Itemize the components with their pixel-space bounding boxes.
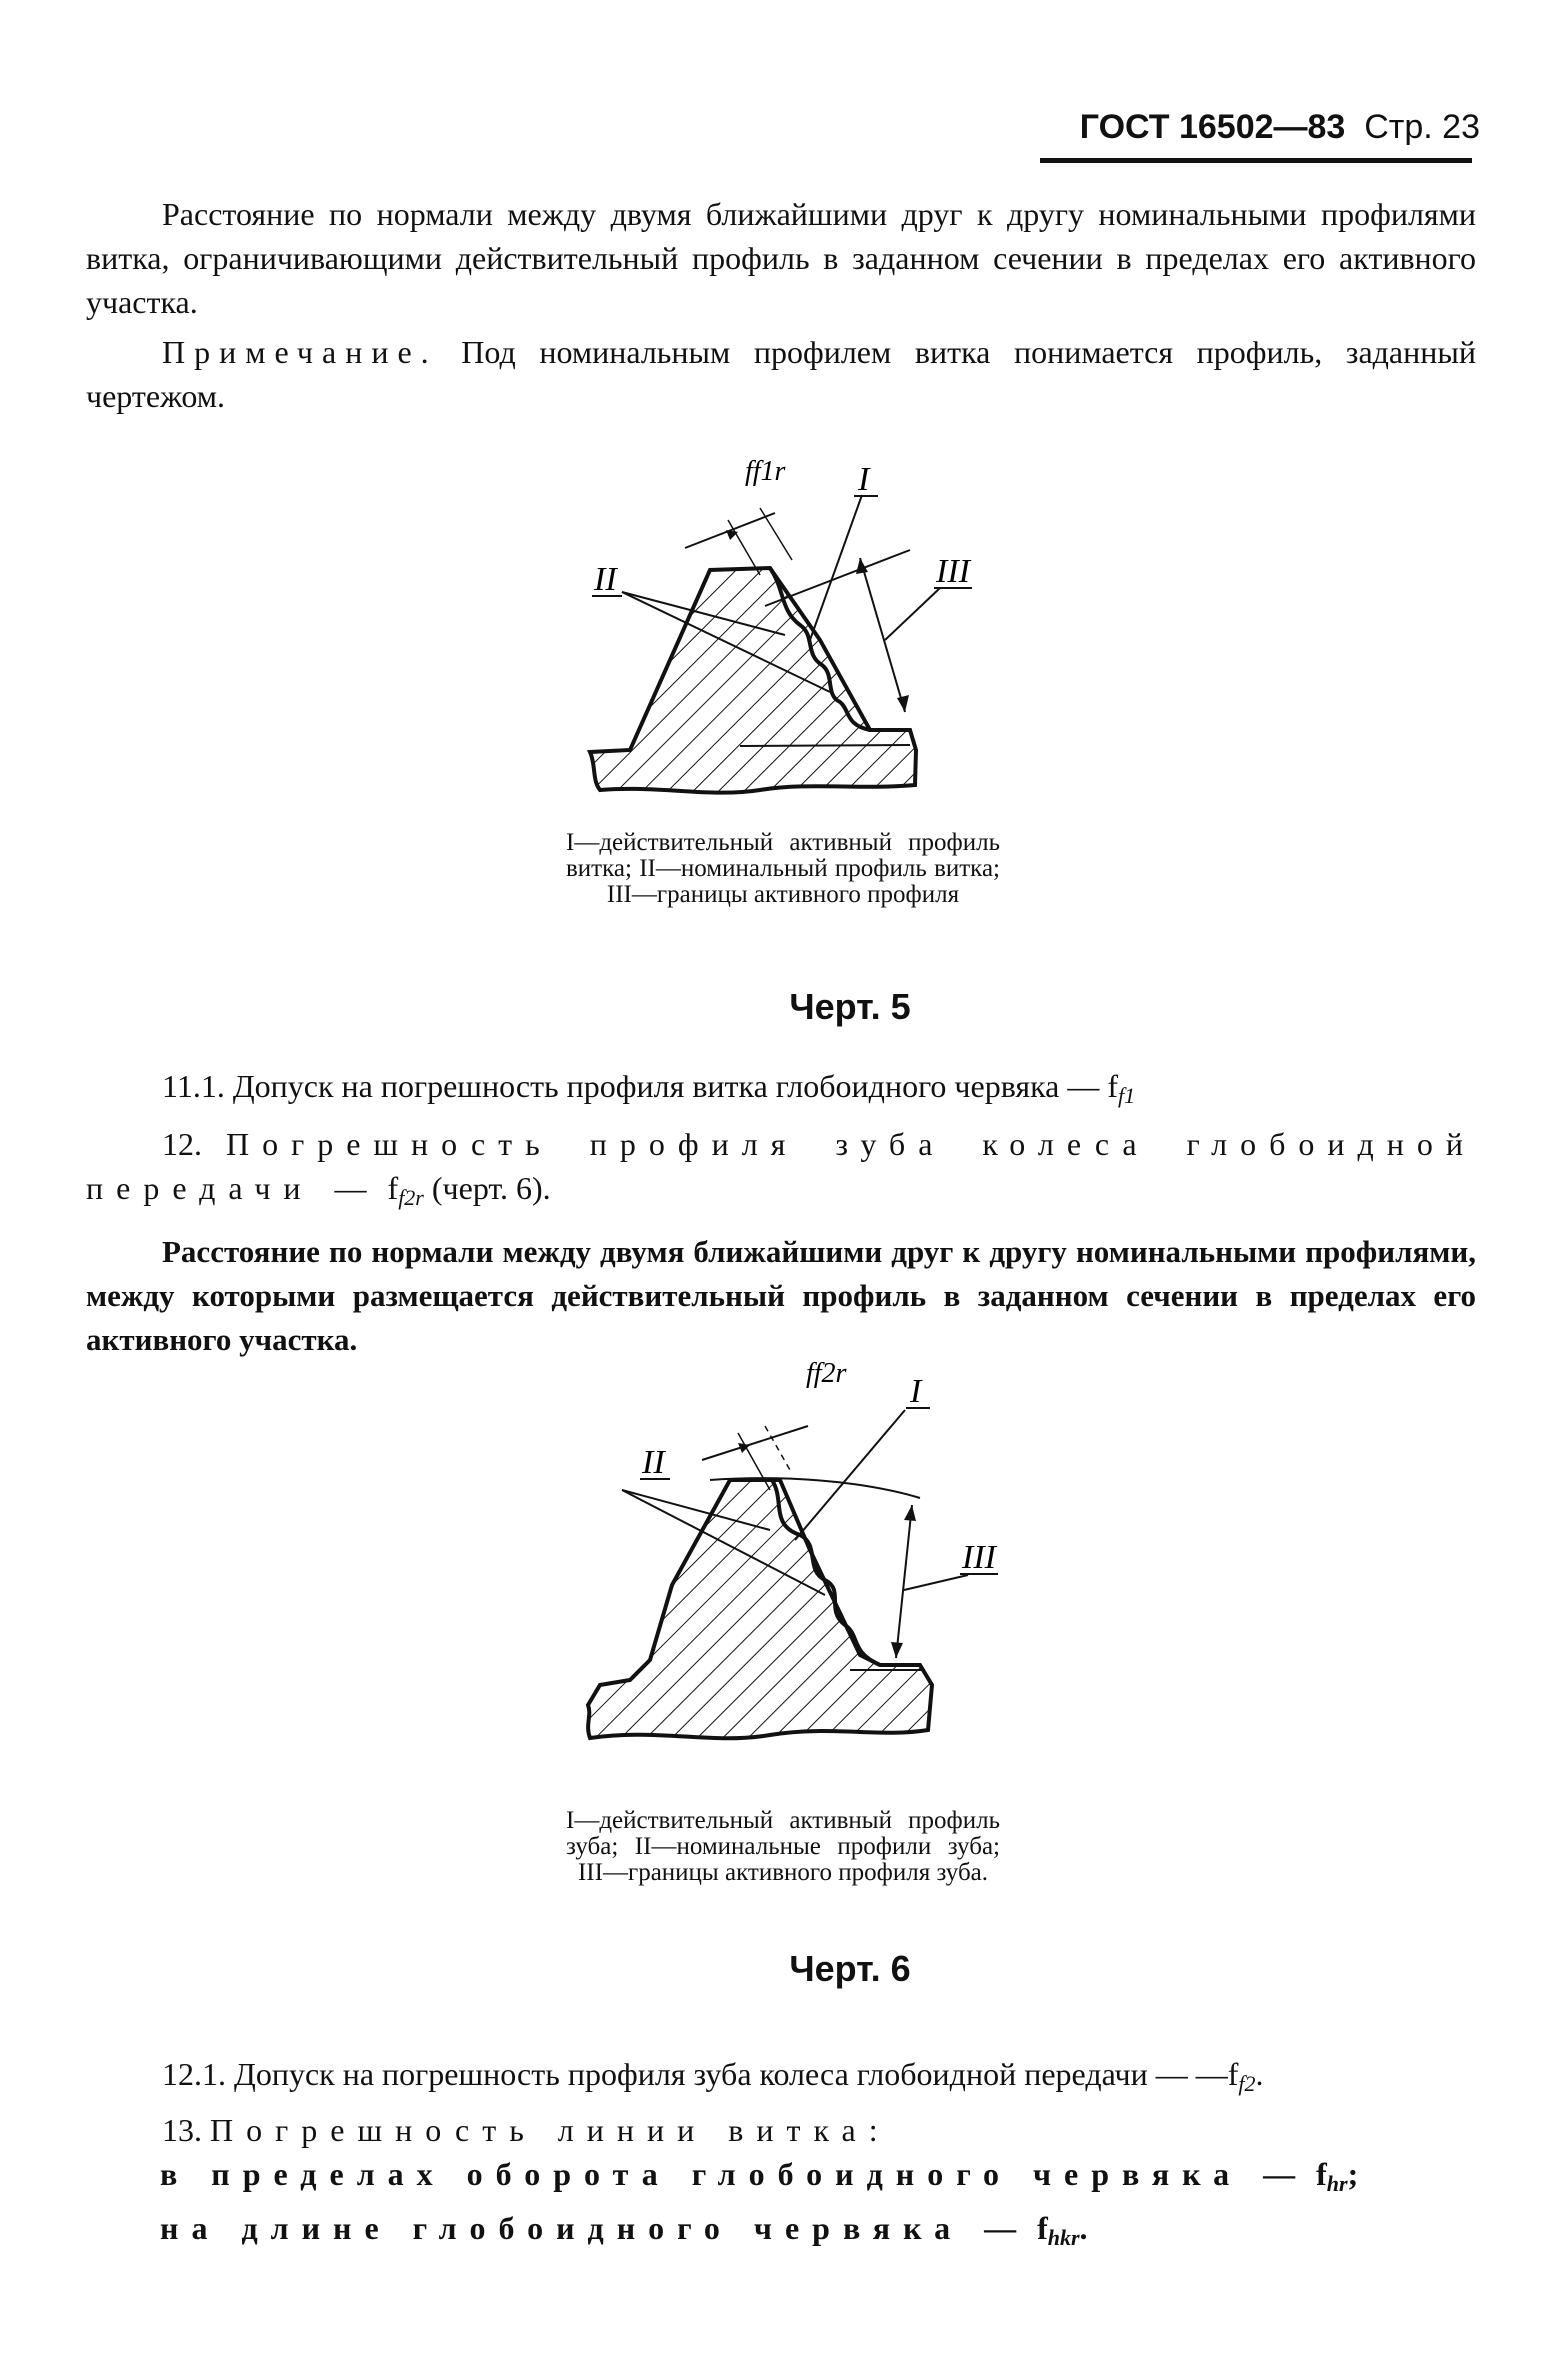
boundary-line-2 <box>740 745 910 746</box>
figure-6-title: Черт. 6 <box>789 1948 911 1989</box>
section-13-line-2-symbol: f <box>1037 2210 1048 2246</box>
symbol-ff2r: ff2r <box>806 1358 847 1389</box>
section-12-title: Погрешность профиля зуба колеса глобоидной передачи — <box>86 1126 1476 1206</box>
section-13-title: Погрешность линии витка: <box>210 2112 891 2148</box>
leader-i <box>810 495 862 640</box>
section-13-line-1-end: ; <box>1347 2156 1359 2192</box>
section-11-1 <box>86 1064 1476 1118</box>
figure-6-drawing <box>560 1340 1030 1760</box>
section-12-symbol: f <box>387 1170 399 1206</box>
label-ii: II <box>594 561 617 598</box>
section-11-1-number: 11.1. <box>162 1068 225 1104</box>
figure-6-caption: I—действительный активный профиль зуба; II—номинальные профили зуба; III—границы активного профиля зуба. <box>566 1807 1000 1886</box>
standard-number: ГОСТ 16502—83 <box>1079 108 1346 146</box>
leader-iii <box>885 588 940 640</box>
extension-line-2 <box>760 508 792 560</box>
label-ii-6: II <box>642 1444 665 1481</box>
section-13-line-2-text: на длине глобоидного червяка — <box>160 2210 1030 2246</box>
section-12-number: 12. <box>162 1126 202 1162</box>
figure-6-caption-block <box>566 1808 1000 1886</box>
sections-12-1-and-13 <box>86 2052 1476 2260</box>
figure-5-drawing <box>560 440 1030 810</box>
section-12-definition: Расстояние по нормали между двумя ближайшими друг к другу номинальными профилями, между которыми размещается действительный профиль в заданном сечении в пределах его активного участка. <box>86 1234 1476 1357</box>
label-i-6: I <box>910 1373 922 1410</box>
dimension-line-ff2r <box>702 1426 808 1460</box>
section-13-line-2-end: . <box>1079 2210 1088 2246</box>
section-13-line-1-symbol: f <box>1316 2156 1327 2192</box>
dimension-arrow-iii-6 <box>896 1505 912 1658</box>
section-12-1-symbol-sub: f2 <box>1238 2071 1256 2096</box>
section-11-note <box>86 330 1476 418</box>
label-i: I <box>858 461 870 498</box>
note-label: Примечание. <box>162 334 438 370</box>
section-13-line-1-text: в пределах оборота глобоидного червяка — <box>160 2156 1309 2192</box>
figure-5-title: Черт. 5 <box>789 986 911 1027</box>
section-12-1-symbol: —f <box>1195 2056 1239 2092</box>
label-iii-6: III <box>962 1539 996 1576</box>
section-12-1 <box>86 2052 1476 2106</box>
figure-5-caption: I—действительный активный профиль витка; II—номинальный профиль витка; III—границы активного профиля <box>566 829 1000 908</box>
section-11-1-symbol: f <box>1107 1068 1119 1104</box>
leader-i-6 <box>795 1410 905 1540</box>
extension-line-1 <box>728 520 760 575</box>
section-13-line-1-sub: hr <box>1326 2171 1348 2196</box>
section-12-symbol-sub: f2r <box>398 1185 424 1210</box>
page-number: Стр. 23 <box>1364 108 1480 146</box>
symbol-ff1r: ff1r <box>745 456 786 487</box>
section-11-1-symbol-sub: f1 <box>1118 1083 1136 1108</box>
section-11 <box>86 192 1476 418</box>
section-13-number: 13. <box>162 2112 202 2148</box>
arrow-head-bottom <box>897 695 909 712</box>
worm-thread-section <box>590 568 916 793</box>
sections-11-1-and-12 <box>86 1064 1476 1362</box>
section-11-1-text: Допуск на погрешность профиля витка глобоидного червяка — <box>232 1068 1100 1104</box>
label-iii: III <box>936 553 970 590</box>
arrow-head-top-6 <box>904 1505 916 1521</box>
note-text: Под номинальным профилем витка понимается профиль, заданный чертежом. <box>86 334 1477 414</box>
boundary-line-1 <box>765 550 910 606</box>
page-header <box>1040 108 1480 154</box>
section-13-line-2-sub: hkr <box>1047 2225 1080 2250</box>
dimension-line-ff1r <box>685 513 775 548</box>
section-11-definition: Расстояние по нормали между двумя ближайшими друг к другу номинальными профилями витка, ограничивающими действительный профиль в заданном сечении в пределах его активного участка. <box>86 196 1476 320</box>
header-rule <box>1040 158 1472 163</box>
wheel-tooth-section <box>588 1480 932 1738</box>
figure-5-caption-block <box>566 830 1000 908</box>
section-13-line-1 <box>160 2152 1476 2206</box>
section-12-1-end: . <box>1255 2056 1264 2092</box>
section-12-ref: (черт. 6). <box>431 1170 551 1206</box>
section-13-line-2 <box>160 2206 1476 2260</box>
section-13-title-line <box>86 2108 1476 2152</box>
section-12-title-line <box>86 1122 1476 1220</box>
leader-iii-6 <box>904 1575 968 1590</box>
arrow-head-bottom-6 <box>891 1642 903 1658</box>
section-12-1-text: Допуск на погрешность профиля зуба колеса глобоидной передачи — <box>234 2056 1188 2092</box>
dimension-arrow-iii <box>860 558 905 712</box>
section-12-1-number: 12.1. <box>162 2056 226 2092</box>
